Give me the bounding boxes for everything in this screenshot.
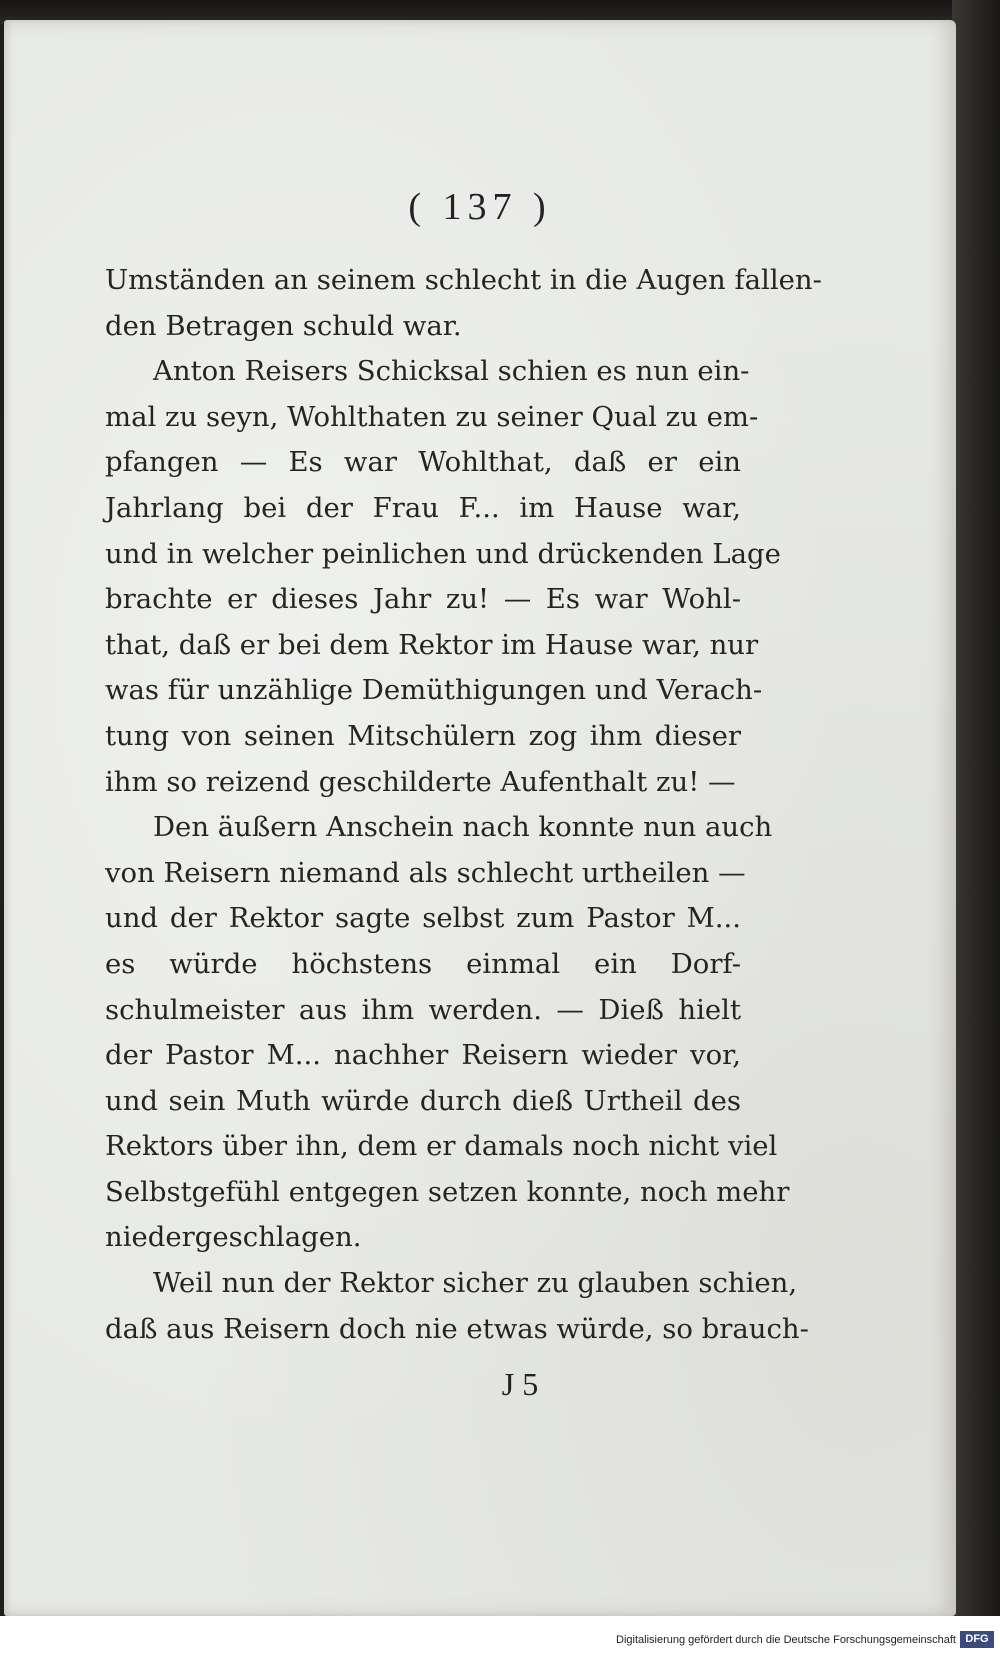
book-spine-edge xyxy=(952,0,1000,1654)
text-line: von Reisern niemand als schlecht urtheilen — xyxy=(105,856,746,889)
book-page xyxy=(4,20,956,1616)
footer-bar xyxy=(0,1616,1000,1654)
text-line: Jahrlang bei der Frau F... im Hause war, xyxy=(105,491,741,524)
page-number: ( 137 ) xyxy=(408,186,552,228)
text-line: that, daß er bei dem Rektor im Hause war, nur xyxy=(105,628,759,661)
text-line: und sein Muth würde durch dieß Urtheil des xyxy=(105,1084,741,1117)
text-line: der Pastor M... nachher Reisern wieder vor, xyxy=(105,1039,741,1072)
text-line: und der Rektor sagte selbst zum Pastor M... xyxy=(105,902,741,935)
text-line: mal zu seyn, Wohlthaten zu seiner Qual zu em- xyxy=(105,400,759,433)
signature-mark: J 5 xyxy=(501,1366,539,1402)
body-text xyxy=(105,258,822,1352)
text-line: Selbstgefühl entgegen setzen konnte, noch mehr xyxy=(105,1175,790,1208)
text-line: pfangen — Es war Wohlthat, daß er ein xyxy=(105,446,741,479)
text-line: brachte er dieses Jahr zu! — Es war Wohl- xyxy=(105,583,741,616)
text-line: niedergeschlagen. xyxy=(105,1221,362,1254)
text-line: Rektors über ihn, dem er damals noch nicht viel xyxy=(105,1130,778,1163)
text-line: daß aus Reisern doch nie etwas würde, so brauch- xyxy=(105,1312,809,1345)
text-line: es würde höchstens einmal ein Dorf- xyxy=(105,947,741,980)
text-line: Weil nun der Rektor sicher zu glauben schien, xyxy=(153,1267,798,1300)
text-line: und in welcher peinlichen und drückenden Lage xyxy=(105,537,781,570)
text-line: Anton Reisers Schicksal schien es nun ein- xyxy=(153,355,750,388)
text-line: ihm so reizend geschilderte Aufenthalt zu! — xyxy=(105,765,736,798)
text-line: Den äußern Anschein nach konnte nun auch xyxy=(153,811,773,844)
dfg-logo: DFG xyxy=(960,1631,994,1648)
text-line: Umständen an seinem schlecht in die Augen fallen- xyxy=(105,264,822,296)
text-line: schulmeister aus ihm werden. — Dieß hielt xyxy=(105,993,741,1026)
text-line: tung von seinen Mitschülern zog ihm dieser xyxy=(105,719,741,752)
funding-credit: Digitalisierung gefördert durch die Deutsche Forschungsgemeinschaft xyxy=(616,1634,956,1646)
text-line: was für unzählige Demüthigungen und Verach- xyxy=(105,674,763,707)
text-line: den Betragen schuld war. xyxy=(105,309,462,342)
